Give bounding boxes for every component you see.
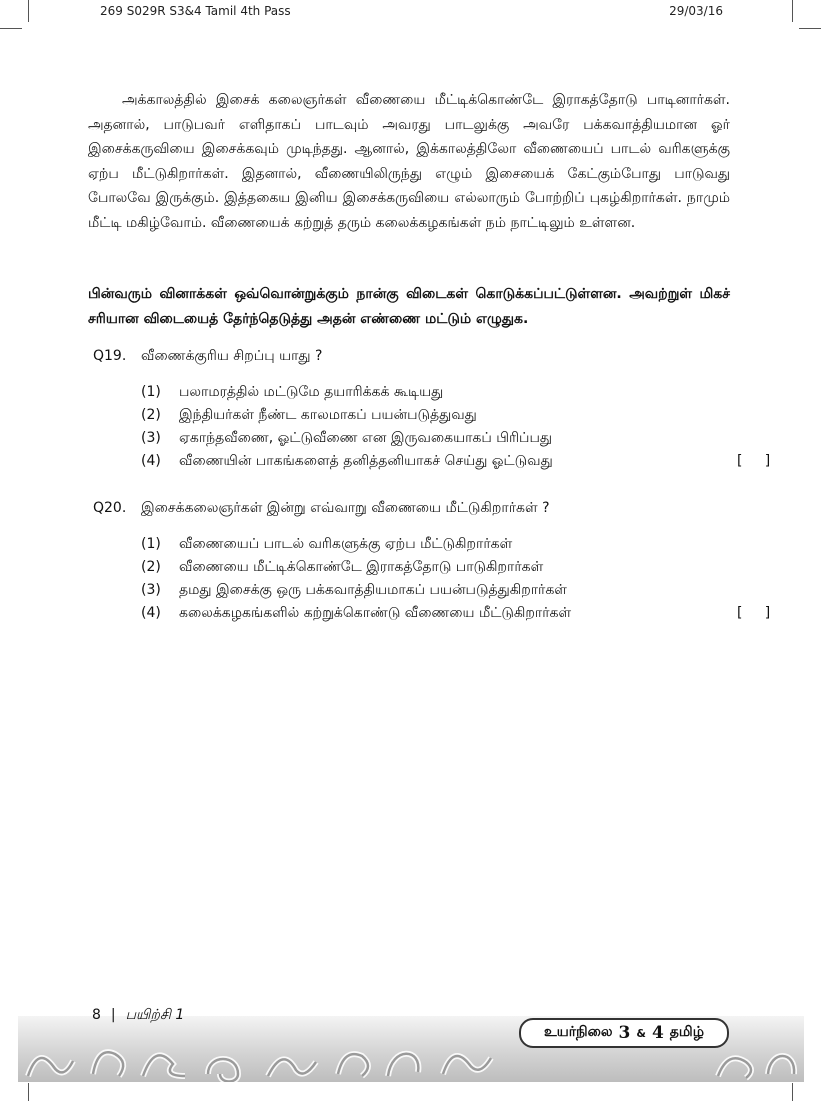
title-num-b: 4 [651,1023,664,1043]
option-text: ஏகாந்தவீணை, ஓட்டுவீணை என இருவகையாகப் பிரிப்பது [179,430,553,446]
option-number: (1) [141,384,161,400]
section-title: பயிற்சி 1 [125,1007,185,1023]
question-20 [93,500,771,628]
page-number: 8 [92,1007,101,1023]
option-1 [141,536,753,559]
question-text: இசைக்கலைஞர்கள் இன்று எவ்வாறு வீணையை மீட்டுகிறார்கள் ? [141,500,550,516]
option-text: கலைக்கழகங்களில் கற்றுக்கொண்டு வீணையை மீட்டுகிறார்கள் [179,605,572,621]
question-instruction: பின்வரும் வினாக்கள் ஒவ்வொன்றுக்கும் நான்கு விடைகள் கொடுக்கப்பட்டுள்ளன. அவற்றுள் மிகச் சரியான விடையைத் தேர்ந்தெடுத்து அதன் எண்ணை மட்டும் எழுதுக. [88,286,730,327]
question-text: வீணைக்குரிய சிறப்பு யாது ? [141,348,323,364]
option-number: (3) [141,582,161,598]
option-number: (3) [141,430,161,446]
title-num-a: 3 [618,1023,631,1043]
option-number: (1) [141,536,161,552]
print-header-date: 29/03/16 [669,4,723,18]
book-title-badge [519,1018,729,1048]
title-prefix: உயர்நிலை [544,1024,613,1040]
page-footer-label [92,1007,184,1025]
answer-box[interactable]: [ ] [737,453,771,469]
option-number: (2) [141,407,161,423]
question-19 [93,348,771,476]
option-number: (2) [141,559,161,575]
option-4 [141,605,771,628]
option-text: வீணையை மீட்டிக்கொண்டே இராகத்தோடு பாடுகிறார்கள் [179,559,544,575]
option-number: (4) [141,453,161,469]
option-3 [141,582,753,605]
option-3 [141,430,753,453]
option-text: தமது இசைக்கு ஒரு பக்கவாத்தியமாகப் பயன்படுத்துகிறார்கள் [179,582,567,598]
option-text: இந்தியர்கள் நீண்ட காலமாகப் பயன்படுத்துவது [179,407,477,423]
question-number: Q20. [93,500,127,516]
reading-passage [88,88,730,235]
option-2 [141,559,753,582]
option-text: வீணையின் பாகங்களைத் தனித்தனியாகச் செய்து ஓட்டுவது [179,453,553,469]
option-number: (4) [141,605,161,621]
question-number: Q19. [93,348,127,364]
option-text: வீணையைப் பாடல் வரிகளுக்கு ஏற்ப மீட்டுகிறார்கள் [179,536,513,552]
option-text: பலாமரத்தில் மட்டுமே தயாரிக்கக் கூடியது [179,384,444,400]
print-header-code: 269 S029R S3&4 Tamil 4th Pass [100,4,291,18]
option-1 [141,384,753,407]
option-4 [141,453,771,476]
answer-box[interactable]: [ ] [737,605,771,621]
title-suffix: தமிழ் [669,1024,704,1040]
passage-text: அக்காலத்தில் இசைக் கலைஞர்கள் வீணையை மீட்டிக்கொண்டே இராகத்தோடு பாடினார்கள். அதனால், பாடுபவர் எளிதாகப் பாடவும் அவரது பாடலுக்கு அவரே பக்கவாத்தியமான ஓர் இசைக்கருவியை இசைக்கவும் முடிந்தது. ஆனால், இக்காலத்திலோ வீணையைப் பாடல் வரிகளுக்கு ஏற்ப மீட்டுகிறார்கள். இதனால், வீணையிலிருந்து எழும் இசையைக் கேட்கும்போது பாடுவது போலவே இருக்கும். இத்தகைய இனிய இசைக்கருவியை எல்லாரும் போற்றிப் புகழ்கிறார்கள். நாமும் மீட்டி மகிழ்வோம். வீணையைக் கற்றுத் தரும் கலைக்கழகங்கள் நம் நாட்டிலும் உள்ளன. [88,92,730,231]
option-2 [141,407,753,430]
title-amp: & [636,1026,646,1040]
footer-separator: | [110,1007,116,1023]
